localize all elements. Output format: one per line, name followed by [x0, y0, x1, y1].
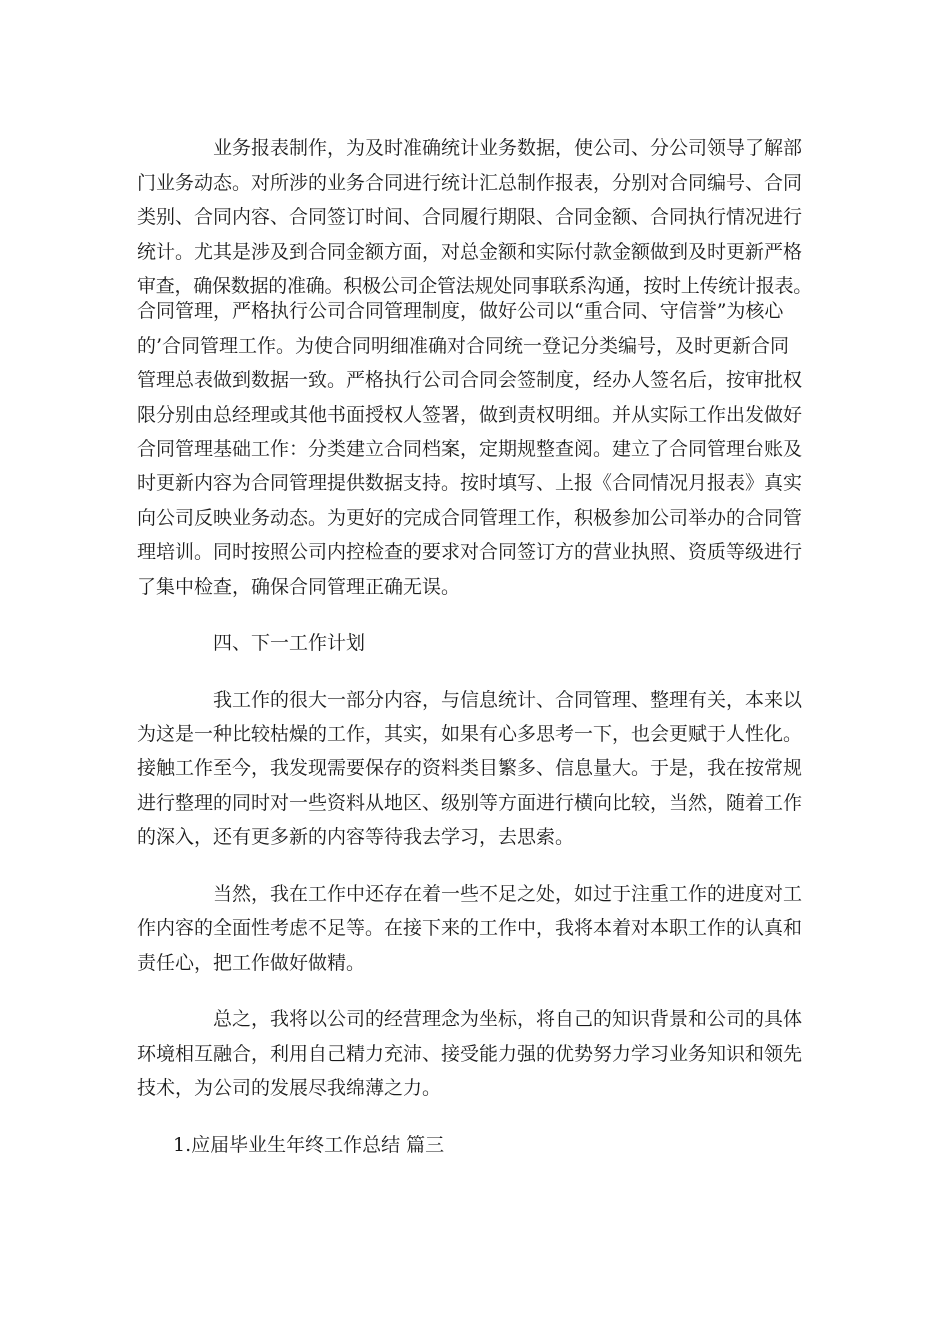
paragraph-line: 时更新内容为合同管理提供数据支持。按时填写、上报《合同情况月报表》真实: [137, 472, 803, 494]
paragraph-line: 了集中检查，确保合同管理正确无误。: [137, 576, 461, 598]
paragraph-line: 责任心，把工作做好做精。: [137, 952, 366, 974]
paragraph-line: 统计。尤其是涉及到合同金额方面，对总金额和实际付款金额做到及时更新严格: [137, 241, 803, 263]
paragraph-line: 的’合同管理工作。为使合同明细准确对合同统一登记分类编号，及时更新合同: [137, 335, 790, 357]
paragraph-line: 我工作的很大一部分内容，与信息统计、合同管理、整理有关，本来以: [213, 689, 803, 711]
section-heading: 四、下一工作计划: [213, 632, 366, 654]
paragraph-line: 业务报表制作，为及时准确统计业务数据，使公司、分公司领导了解部: [213, 137, 803, 159]
paragraph-line: 门业务动态。对所涉的业务合同进行统计汇总制作报表，分别对合同编号、合同: [137, 172, 803, 194]
paragraph-line: 总之，我将以公司的经营理念为坐标，将自己的知识背景和公司的具体: [213, 1008, 803, 1030]
paragraph-line: 当然，我在工作中还存在着一些不足之处，如过于注重工作的进度对工: [213, 883, 803, 905]
paragraph-line: 合同管理基础工作：分类建立合同档案，定期规整查阅。建立了合同管理台账及: [137, 438, 803, 460]
paragraph-line: 理培训。同时按照公司内控检查的要求对合同签订方的营业执照、资质等级进行: [137, 541, 803, 563]
paragraph-line: 进行整理的同时对一些资料从地区、级别等方面进行横向比较，当然，随着工作: [137, 792, 803, 814]
paragraph-line: 为这是一种比较枯燥的工作，其实，如果有心多思考一下，也会更赋于人性化。: [137, 723, 803, 745]
article-title: 1.应届毕业生年终工作总结 篇三: [173, 1134, 445, 1156]
paragraph-line: 的深入，还有更多新的内容等待我去学习，去思索。: [137, 826, 575, 848]
paragraph-line: 合同管理，严格执行公司合同管理制度，做好公司以“重合同、守信誉”为核心: [137, 300, 784, 322]
paragraph-line: 类别、合同内容、合同签订时间、合同履行期限、合同金额、合同执行情况进行: [137, 206, 803, 228]
paragraph-line: 技术，为公司的发展尽我绵薄之力。: [137, 1077, 442, 1099]
paragraph-line: 限分别由总经理或其他书面授权人签署，做到责权明细。并从实际工作出发做好: [137, 404, 803, 426]
paragraph-line: 向公司反映业务动态。为更好的完成合同管理工作，积极参加公司举办的合同管: [137, 507, 803, 529]
paragraph-line: 管理总表做到数据一致。严格执行公司合同会签制度，经办人签名后，按审批权: [137, 369, 803, 391]
paragraph-line: 接触工作至今，我发现需要保存的资料类目繁多、信息量大。于是，我在按常规: [137, 757, 803, 779]
paragraph-line: 审查，确保数据的准确。积极公司企管法规处同事联系沟通，按时上传统计报表。: [137, 275, 813, 297]
paragraph-line: 环境相互融合，利用自己精力充沛、接受能力强的优势努力学习业务知识和领先: [137, 1043, 803, 1065]
paragraph-line: 作内容的全面性考虑不足等。在接下来的工作中，我将本着对本职工作的认真和: [137, 917, 803, 939]
